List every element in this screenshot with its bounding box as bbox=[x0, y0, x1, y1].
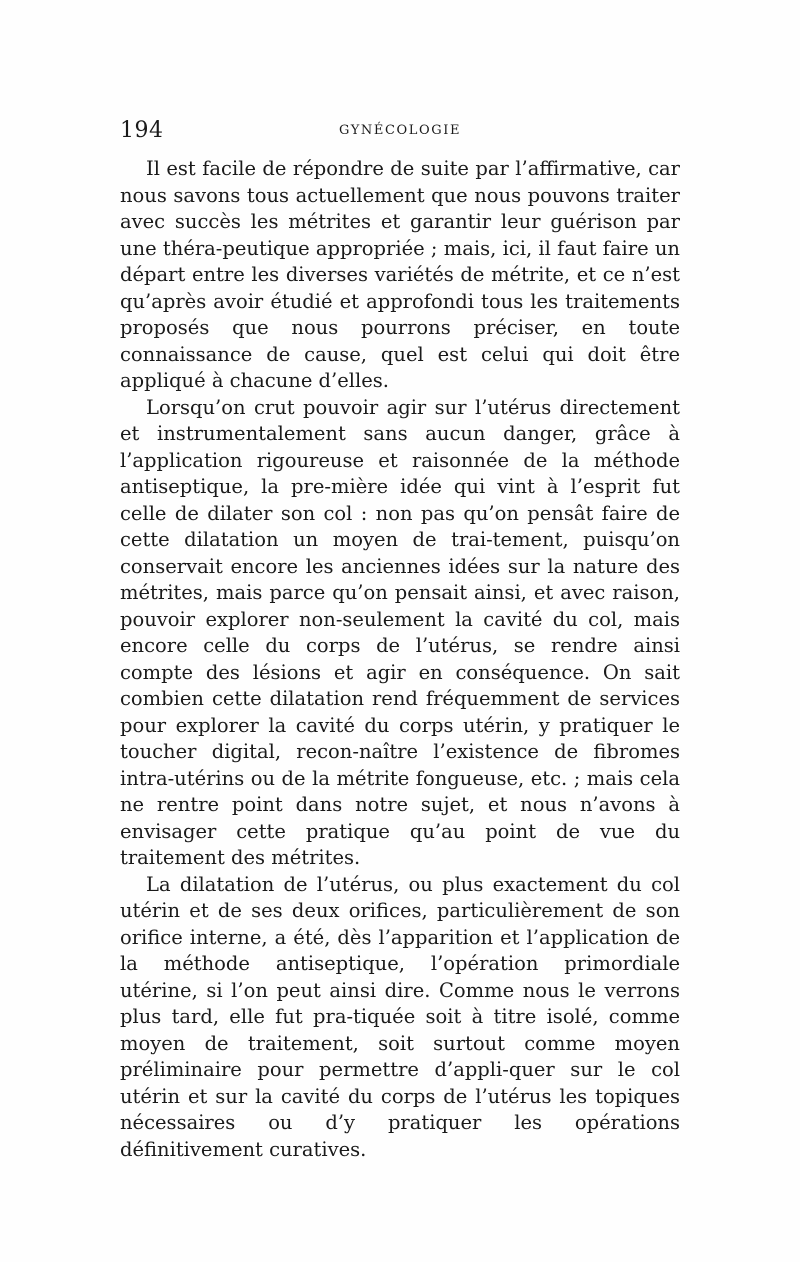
paragraph-3: La dilatation de l’utérus, ou plus exactement du col utérin et de ses deux orifices, particulièrement de son orifice interne, a été, dès l’apparition et l’application de la méthode antiseptique, l’opération primordiale utérine, si l’on peut ainsi dire. Comme nous le verrons plus tard, elle fut pra-tiquée soit à titre isolé, comme moyen de traitement, soit surtout comme moyen préliminaire pour permettre d’appli-quer sur le col utérin et sur la cavité du corps de l’utérus les topiques nécessaires ou d’y pratiquer les opérations définitivement curatives. bbox=[120, 872, 680, 1161]
page-header bbox=[120, 118, 680, 144]
paragraph-2: Lorsqu’on crut pouvoir agir sur l’utérus directement et instrumentalement sans aucun danger, grâce à l’application rigoureuse et raisonnée de la méthode antiseptique, la pre-mière idée qui vint à l’esprit fut celle de dilater son col : non pas qu’on pensât faire de cette dilatation un moyen de trai-tement, puisqu’on conservait encore les anciennes idées sur la nature des métrites, mais parce qu’on pensait ainsi, et avec raison, pouvoir explorer non-seulement la cavité du col, mais encore celle du corps de l’utérus, se rendre ainsi compte des lésions et agir en conséquence. On sait combien cette dilatation rend fréquemment de services pour explorer la cavité du corps utérin, y pratiquer le toucher digital, recon-naître l’existence de fibromes intra-utérins ou de la métrite fongueuse, etc. ; mais cela ne rentre point dans notre sujet, et nous n’avons à envisager cette pratique qu’au point de vue du traitement des métrites. bbox=[120, 395, 680, 869]
paragraph-1: Il est facile de répondre de suite par l’affirmative, car nous savons tous actuellement que nous pouvons traiter avec succès les métrites et garantir leur guérison par une théra-peutique appropriée ; mais, ici, il faut faire un départ entre les diverses variétés de métrite, et ce n’est qu’après avoir étudié et approfondi tous les traitements proposés que nous pourrons préciser, en toute connaissance de cause, quel est celui qui doit être appliqué à chacune d’elles. bbox=[120, 157, 680, 392]
running-head: GYNÉCOLOGIE bbox=[338, 123, 462, 138]
body-text bbox=[120, 156, 680, 1163]
page-number: 194 bbox=[120, 118, 164, 143]
